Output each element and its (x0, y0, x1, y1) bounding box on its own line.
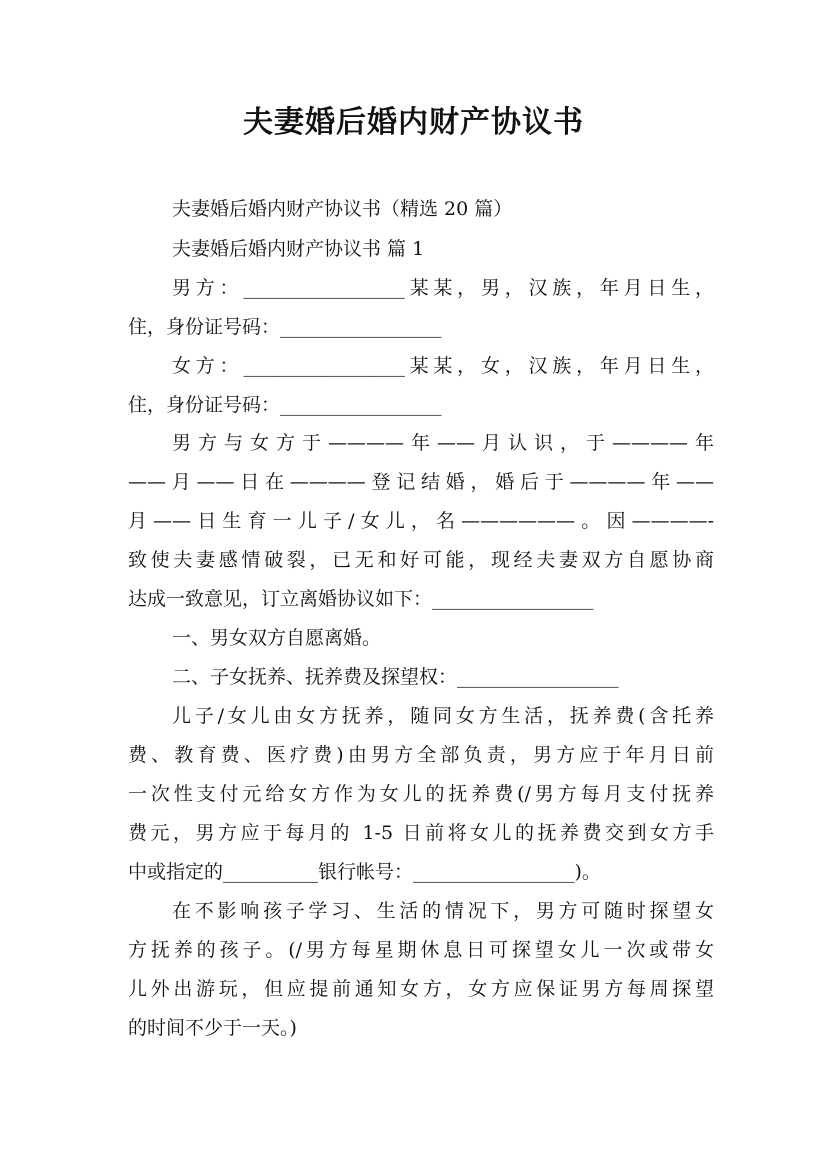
clause-line: 一、男女双方自愿离婚。 (172, 627, 382, 649)
paragraph-line: 的时间不少于一天。) (128, 1017, 297, 1039)
paragraph-line: 住，身份证号码：_________________ (128, 394, 442, 416)
paragraph-line: 男方与女方于————年——月认识，于————年 (172, 432, 714, 454)
paragraph-line: 女方：_________________某某，女，汉族，年月日生， (172, 355, 714, 377)
paragraph-line: 月——日生育一儿子/女儿，名——————。因————- (128, 510, 714, 532)
paragraph-line: 在不影响孩子学习、生活的情况下，男方可随时探望女 (172, 900, 714, 922)
paragraph-line: 费元，男方应于每月的 1-5 日前将女儿的抚养费交到女方手 (128, 822, 714, 844)
paragraph-line: 男方：_________________某某，男，汉族，年月日生， (172, 277, 714, 299)
paragraph-line: 方抚养的孩子。(/男方每星期休息日可探望女儿一次或带女 (128, 939, 714, 961)
subtitle-line: 夫妻婚后婚内财产协议书（精选 20 篇） (172, 198, 513, 220)
paragraph-line: 费、教育费、医疗费)由男方全部负责，男方应于年月日前 (128, 744, 714, 766)
paragraph-line: 一次性支付元给女方作为女儿的抚养费(/男方每月支付抚养 (128, 783, 714, 805)
paragraph-line: 达成一致意见，订立离婚协议如下：_________________ (128, 588, 594, 610)
paragraph-line: 致使夫妻感情破裂，已无和好可能，现经夫妻双方自愿协商 (128, 549, 714, 571)
paragraph-line: ——月——日在————登记结婚，婚后于————年—— (128, 471, 714, 493)
clause-line: 二、子女抚养、抚养费及探望权：_________________ (172, 666, 619, 688)
section-heading: 夫妻婚后婚内财产协议书 篇 1 (172, 238, 425, 260)
paragraph-line: 中或指定的__________银行帐号：_________________)。 (128, 861, 601, 883)
paragraph-line: 住，身份证号码：_________________ (128, 316, 442, 338)
paragraph-line: 儿子/女儿由女方抚养，随同女方生活，抚养费(含托养 (172, 705, 714, 727)
document-title: 夫妻婚后婚内财产协议书 (243, 105, 584, 140)
paragraph-line: 儿外出游玩，但应提前通知女方，女方应保证男方每周探望 (128, 978, 714, 1000)
